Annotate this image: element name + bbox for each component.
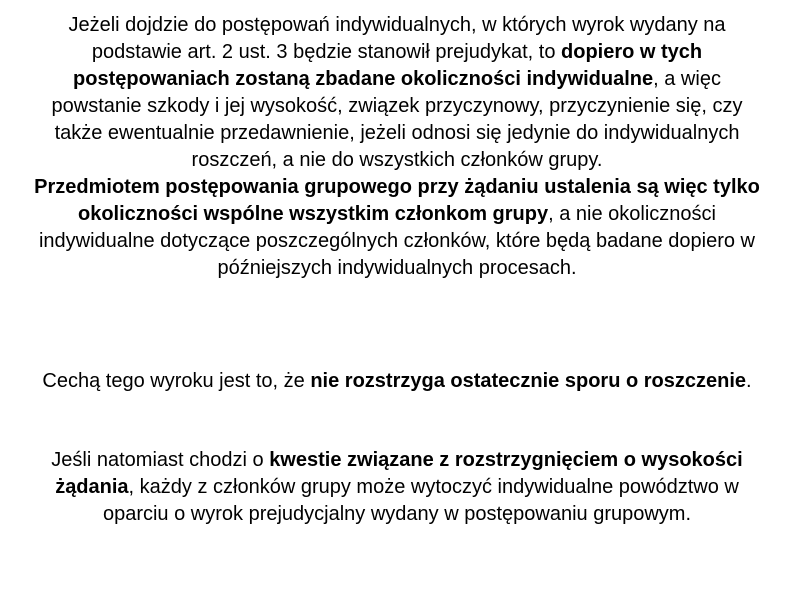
paragraph-2-text: Cechą tego wyroku jest to, że <box>42 370 311 392</box>
paragraph-1-bold-1: dopiero w tych postępowaniach zostaną zbadane okoliczności indywidualne <box>73 41 703 90</box>
paragraph-1-text: , a nie okoliczności indywidualne dotyczące poszczególnych członków, które będą badane dopiero w późniejszych indywidualnych procesach. <box>38 203 755 279</box>
paragraph-cecha-wyroku <box>30 368 764 395</box>
paragraph-1-text: , a więc powstanie szkody i jej wysokość, związek przyczynowy, przyczynienie się, czy także ewentualnie przedawnienie, jeżeli odnosi się jedynie do indywidualnych roszczeń, a nie do wszystkich członków grupy. <box>51 68 743 171</box>
paragraph-3-text: Jeśli natomiast chodzi o <box>51 449 270 471</box>
paragraph-2-text: . <box>746 370 752 392</box>
paragraph-1-bold-2: Przedmiotem postępowania grupowego przy żądaniu ustalenia są więc tylko okoliczności wspólne wszystkim członkom grupy <box>34 176 760 225</box>
paragraph-wysokosc-zadania <box>30 447 764 528</box>
paragraph-3-text: , każdy z członków grupy może wytoczyć indywidualne powództwo w oparciu o wyrok prejudycjalny wydany w postępowaniu grupowym. <box>102 476 739 525</box>
paragraph-2-bold: nie rozstrzyga ostatecznie sporu o roszczenie <box>310 370 747 392</box>
paragraph-prejudykat <box>30 12 764 282</box>
paragraph-3-bold: kwestie związane z rozstrzygnięciem o wysokości żądania <box>55 449 743 498</box>
paragraph-1-text: Jeżeli dojdzie do postępowań indywidualnych, w których wyrok wydany na podstawie art. 2 ust. 3 będzie stanowił prejudykat, to <box>68 14 726 63</box>
